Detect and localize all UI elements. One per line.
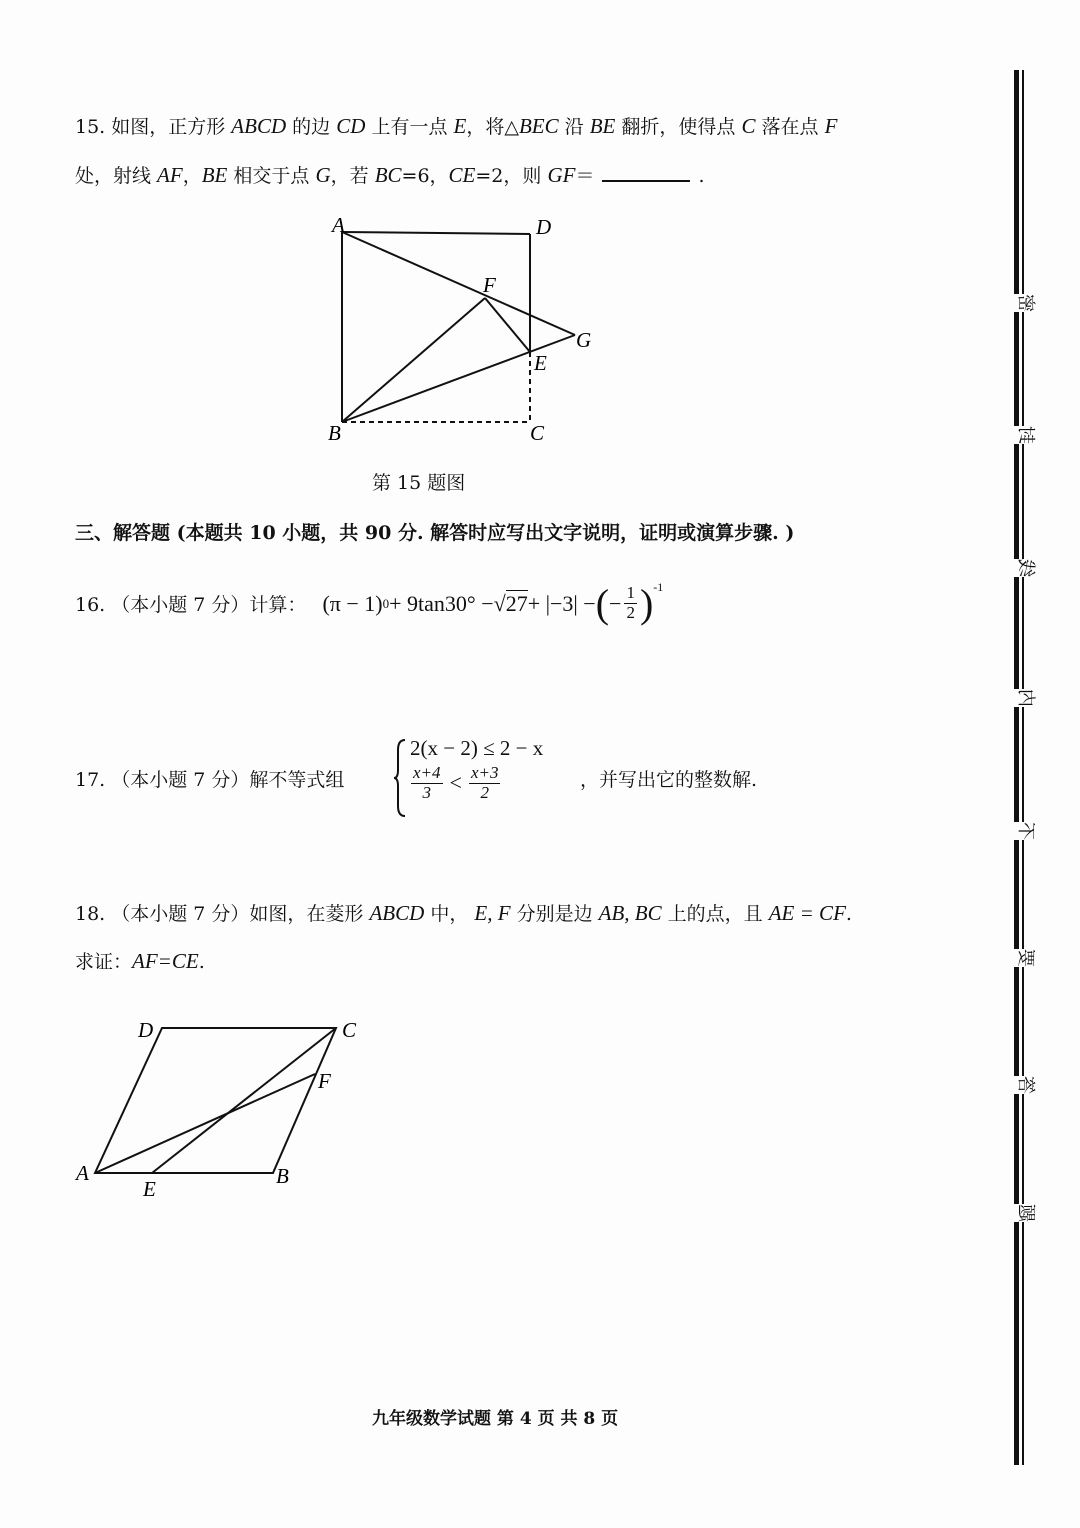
q15-line1: 15. 如图，正方形 ABCD 的边 CD 上有一点 E，将△BEC 沿 BE 翻折，使得点 C 落在点 F bbox=[75, 114, 838, 138]
margin-char: 内 bbox=[1014, 689, 1040, 707]
label-g: G bbox=[576, 328, 592, 352]
q15-caption: 第 15 题图 bbox=[372, 472, 466, 494]
label-d: D bbox=[138, 1018, 154, 1042]
footer: 九年级数学试题 第 4 页 共 8 页 bbox=[372, 1409, 619, 1429]
edge-ad bbox=[342, 232, 530, 234]
binding-line-thin bbox=[1022, 70, 1024, 1465]
label-b: B bbox=[276, 1164, 289, 1188]
label-e: E bbox=[534, 351, 547, 375]
margin-char: 答 bbox=[1014, 1076, 1040, 1094]
q18-line2: 求证：AF=CE. bbox=[75, 949, 205, 973]
margin-char: 要 bbox=[1014, 949, 1040, 967]
margin-char: 不 bbox=[1014, 822, 1040, 840]
line-bf bbox=[342, 298, 485, 422]
label-a: A bbox=[76, 1161, 89, 1185]
ray-ag bbox=[342, 232, 575, 335]
label-d: D bbox=[536, 215, 552, 239]
margin-char: 题 bbox=[1014, 1204, 1040, 1222]
q18-line1: 18. （本小题 7 分）如图，在菱形 ABCD 中， E, F 分别是边 AB, BC 上的点，且 AE = CF. bbox=[75, 901, 852, 925]
line-ec bbox=[152, 1028, 336, 1173]
q18-figure bbox=[70, 1010, 380, 1210]
margin-char: 密 bbox=[1014, 294, 1040, 312]
q17-ineq2: $\frac{x+4}{3}$ < $\frac{x+3}{2}$ bbox=[413, 763, 499, 802]
q17-suffix: ，并写出它的整数解. bbox=[580, 769, 758, 791]
binding-line-thick bbox=[1014, 70, 1019, 1465]
margin-char: 封 bbox=[1014, 426, 1040, 444]
label-b: B bbox=[328, 421, 341, 445]
label-a: A bbox=[332, 213, 345, 237]
q15-line2: 处，射线 AF，BE 相交于点 G，若 BC=6，CE=2，则 GF＝ . bbox=[75, 163, 705, 187]
q17-ineq1: 2(x − 2) ≤ 2 − x bbox=[410, 736, 544, 760]
margin-char: 线 bbox=[1014, 559, 1040, 577]
brace bbox=[393, 738, 407, 818]
line-af bbox=[95, 1074, 315, 1173]
q16: 16. （本小题 7 分）计算： (π − 1) 0 + 9tan30° − √27 + |−3| − ( − $\frac{1}{2}$ ) $^{-1}$ bbox=[75, 580, 664, 626]
section-title: 三、解答题 (本题共 10 小题，共 90 分. 解答时应写出文字说明，证明或演算步骤. ) bbox=[75, 522, 795, 544]
label-e: E bbox=[143, 1177, 156, 1201]
answer-blank[interactable] bbox=[602, 162, 690, 182]
line-bg bbox=[342, 335, 575, 422]
label-c: C bbox=[530, 421, 545, 445]
q15-figure bbox=[320, 210, 610, 450]
label-f: F bbox=[483, 273, 496, 297]
q17-prefix: 17. （本小题 7 分）解不等式组 bbox=[75, 769, 345, 791]
label-c: C bbox=[342, 1018, 357, 1042]
rhombus bbox=[95, 1028, 336, 1173]
label-f: F bbox=[318, 1069, 331, 1093]
